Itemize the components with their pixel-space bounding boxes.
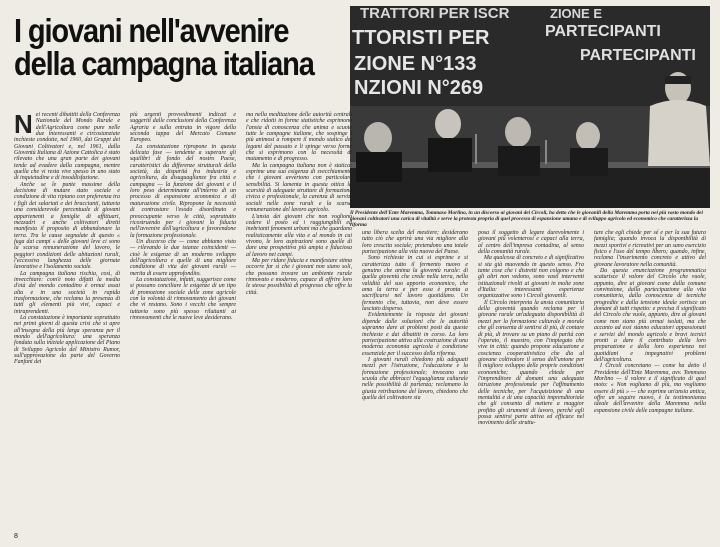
paragraph: Ma la campagna italiana non è statica: esprime una sua esigenza di svecchiamento che i giovani avvertono con particolare sensibilità. Si lamenta in questa ottica la scarsità di adeguate strutture di formazione civica e professionale, la carenza di servizi sociali nelle zone rurali e la scarsa remunerazione del lavoro agricolo. [246, 162, 352, 214]
paragraph: I giovani rurali chiedono più adeguati mezzi per l'istruzione, l'educazione e la formazione professionale; invocano una scuola che abbracci l'eguaglianza culturale nelle possibilità di partenza; reclamano la giusta retribuzione del lavoro, chiedono che quella del coltivatore sia [362, 356, 468, 401]
paragraph: posa il soggetto di legare durevolmente i giovani più volenterosi e capaci alla terra, al centro dell'impresa contadina, al senso della comunità rurale. [478, 230, 584, 256]
paragraph: ma nella meditazione delle autorità centrali e che ridotti in forme statistiche esprimono l'ansia di conoscenza che anima e scuote tutte le campagne italiane, che sospinge i più animosi a rompere il mondo statico dei legami del passato e li spinge verso forme che si esprimono con la necessità di mutamento e di progresso. [246, 112, 352, 163]
paragraph: più urgenti provvedimenti indicati e suggeriti dalle conclusioni della Conferenza Agraria e sulla entrata in vigore della seconda tappa del Mercato Comune Europeo. [130, 112, 236, 144]
article-column-3 [246, 112, 352, 296]
article-column-6 [594, 230, 706, 414]
page-number: 8 [14, 533, 18, 540]
paragraph: Da questa enunciazione programmatica scaturisce il valore del Circolo che vuole, appunto, dire ai giovani come dalla comune convinzione, dalla partecipazione alla vita comunitaria, dalla conoscenza di tecniche progredite e dalla tensione ideale sortisce un domani di tutti rispetto: e precisa il significato del Circolo che vuole, appunto, dire ai giovani come non siano più ormai isolati, ma che accanto ad essi stanno educatori appassionati e servizi del mondo agricolo e bravi tecnici pronti a dare il contributo della loro preparazione e della loro esperienza nei quotidiani e impegnativi problemi dell'agricoltura. [594, 268, 706, 363]
banner-text-6: PARTECIPANTI [545, 23, 661, 40]
article-column-1 [14, 109, 120, 366]
paragraph: I Circoli concretano — come ha detto il Presidente dell'Ente Maremma, avv. Tommaso Morlino — il valore e il significato di quel moto: « Non vogliamo di più, ma vogliamo essere di più » — che esprime un'ansia antica, offre un seguire nuovo, è la testimonianza ideale dell'avvenire della Maremma nella espansione civile delle campagne italiane. [594, 363, 706, 414]
banner-text-5: ZIONE E [550, 6, 603, 21]
article-column-2 [130, 112, 236, 321]
paragraph: Ma qualcosa di concreto e di significativo si sta già muovendo in questo senso. Fra tante cose che i distretti non colgono e che gli altri non vedono, sono vasti interventi istituzionali rivolti ai giovani in molte zone d'Italia: interessanti esperienze organizzative sono i Circoli giovanili. [478, 255, 584, 300]
paragraph: Sono richieste in cui si esprime e si caratterizza tutto il fermento nuovo e genuino che anima la gioventù rurale: di quella gioventù che crede nella terra, nella validità del suo apporto economico, che ama la terra e per essa è pronta a sacrificarsi nel lavoro quotidiano. Un fermento che, tuttavia, non deve essere lasciato disperso. [362, 255, 468, 313]
banner-text-2: TTORISTI PER [352, 27, 490, 49]
paragraph: L'ansia dei giovani che non vogliono cedere il posto ed i raggiungibili ed inebrianti fenomeni urbani ma che guardano realisticamente alla vita e al mondo in cui vivono, le loro aspirazioni sono quelle di dare una prospettiva più ampia e fiduciosa al lavoro nei campi. [246, 213, 352, 258]
paragraph: Ma per ridare fiducia e manifestare stima occorre far sì che i giovani non siano soli, che possano trovare un ambiente rurale rinnovato e moderno, capace di offrire loro le stesse possibilità di progresso che offre la città. [246, 257, 352, 296]
paragraph: Il Circolo interpreta la ansia comunitaria della gioventù quando reclama per il giovane rurale un'adeguata disponibilità di mezzi per la formazione culturale e morale che gli consenta di sentirsi di più, di contare di più, di trovare su un piano di parità con l'operaio, il maestro, con l'impiegato che vive in città: quando propone educazione e coscienza cooperativistica che dia al giovane coltivatore il senso dell'unione per il migliore sviluppo delle proprie condizioni economiche; quando chiede per l'imprenditore di domani una adeguata istruzione professionale per l'affinamento delle tecniche, per l'acquisizione di una mentalità e di una capacità imprenditoriale che gli consenta di mettere a maggior profitto gli strumenti di lavoro, perché egli possa sentirsi parte attiva ed efficace nel movimento delle struttu- [478, 299, 584, 427]
headline-line-2: della campagna italiana [14, 45, 314, 82]
paragraph: Un discorso che — come abbiamo visto — rilevando le due istanze coincidenti — cioè le esigenze di un moderno sviluppo dell'agricoltura e quelle di una migliore condizione di vita dei giovani rurali — merita di essere approfondito. [130, 238, 236, 277]
paragraph: una libera scelta del mestiere; desiderano tutto ciò che aprirà una via migliore alla loro crescita sociale; pretendono una totale partecipazione alla vita nuova del Paese. [362, 230, 468, 256]
headline [14, 12, 314, 82]
banner-text-4: NZIONI N°269 [354, 77, 484, 99]
paragraph: La campagna italiana rischia, così, di invecchiare: com'è noto difatti la media d'età del mondo contadino è ormai assai alta e in una società in rapida trasformazione, che reclama la presenza di tutti gli elementi più vivi, capaci e intraprendenti. [14, 270, 120, 315]
paragraph: ei recenti dibattiti della Conferenza Nazionale del Mondo Rurale e dell'Agricoltura come pure nelle due interessanti e circostanziate inchieste condotte, nel 1960, dai Gruppi dei Giovani Coltivatori e, nel 1961, dalla Gioventù Italiana di Azione Cattolica è stato rilevato che una gran parte dei giovani tende ad evadere dalla campagna, mentre quella che vi resta vive spesso in uno stato di inquietudine e di insoddisfazione. [14, 112, 120, 182]
article-column-5 [478, 230, 584, 427]
paragraph: La constatazione, infatti, suggerisce come si possano conciliare le esigenze di un tipo di promozione sociale delle zone agricole con la volontà di rinnovamento dei giovani che vi restano. Sono i vecchi che sempre tuttavia sono più spesso riluttanti ai rinnovamenti che le nuove leve desiderano. [130, 276, 236, 321]
banner-text-3: ZIONE N°133 [354, 53, 477, 75]
paragraph: ture che egli chiede per sé e per la sua futura famiglia; quando invoca la disponibilità di mezzi sportivi e ricreativi per un sano esercizio fisico e l'uso del tempo libero; quando, infine, reclama l'inserimento concreto e attivo del giovane lavoratore nella comunità. [594, 230, 706, 268]
paragraph: La constatazione ripropone in questa delicata fase — tendente a superare gli squilibri di fondo del nostro Paese, caratteristici da differenze strutturali della società, da disparità fra industria e agricoltura, da disuguaglianze fra città e campagna — la funzione dei giovani e il loro peso determinante all'interno di un processo di espansione economica e di maturazione civile. Ripropone la necessità di contrastare l'esodo disordinato e preoccupante verso le città, soprattutto ricostruendo per i giovani la fiducia nell'avvenire dell'agricoltura e favorendone la formazione professionale. [130, 143, 236, 239]
paragraph: Evidentemente la risposta dei giovani dipende dalle soluzioni che le autorità sapranno dare ai problemi posti da queste inchieste e dai dibattiti in corso. La loro partecipazione attiva alla costruzione di una moderna economia agricola è condizione essenziale per il successo della riforma. [362, 312, 468, 357]
banner-text-1: TRATTORI PER ISCR [360, 6, 510, 22]
photo-caption: Il Presidente dell'Ente Maremma, Tommaso Morlino, in un discorso ai giovani dei Circoli, ha detto che le giovanili della Maremma porta nei più vasto mondo dei giovani coltivatori una carica di vitalità e serve la protesta propria di quel processo di espansione umana e di sviluppo agricolo ed economico che caratterizza la riforma [350, 210, 703, 228]
paragraph: La constatazione è importante soprattutto nei primi giorni di questa crisi che si apre all'insegna della più larga speranza per il mondo dell'agricoltura: una speranza fondata sulla iniziale applicazione del Piano di Sviluppo Agricolo del Ministro Rumor, sull'approvazione da parte del Governo Fanfani dei [14, 315, 120, 366]
article-column-4 [362, 230, 468, 401]
article-body [14, 109, 710, 532]
headline-line-1: I giovani nell'avvenire [14, 12, 289, 49]
drop-cap: N [14, 109, 33, 139]
paragraph: Anche se le punte massime della decisione di mutare stato sociale e condizione di vita ripiano con preferenza tra i figli dei salariati e dei braccianti, tuttavia una considerevole percentuale di giovani appartenenti a famiglie di affittuari, mezzadri e anche coltivatori diretti manifesta il proposito di abbandonare la terra. Tra le cause segnalate di questo « fuga dai campi » delle giovani leve ci sono la scarsa remunerazione del lavoro, le peggiori condizioni delle abitazioni rurali, l'eccessiva lunghezza delle giornate lavorative e l'isolamento sociale. [14, 181, 120, 271]
banner-text-7: PARTECIPANTI [580, 47, 696, 64]
